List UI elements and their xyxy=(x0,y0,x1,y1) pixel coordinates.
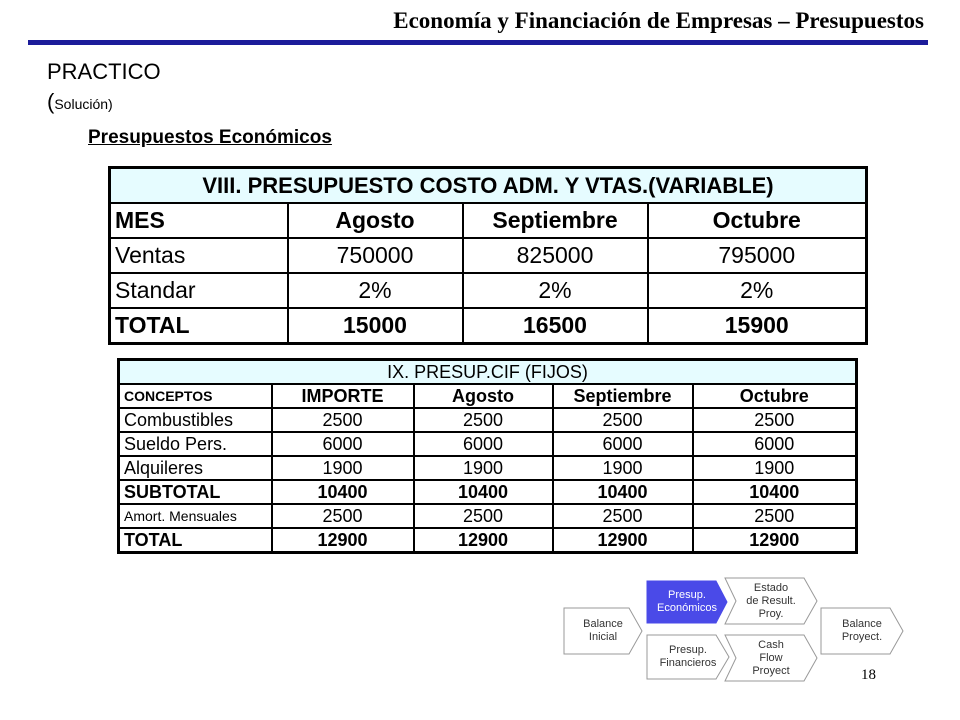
label-line: Inicial xyxy=(588,631,618,643)
table-title-row xyxy=(119,360,857,385)
table-title-row xyxy=(110,168,867,204)
table-cell: 15000 xyxy=(288,308,463,344)
table-row xyxy=(110,273,867,308)
flow-node-label xyxy=(660,644,717,670)
table-cell: 2500 xyxy=(553,408,693,432)
solucion-text: Solución) xyxy=(54,96,113,112)
label-line: Balance xyxy=(583,618,623,630)
label-line: Proyect xyxy=(752,664,790,677)
table-cell: 1900 xyxy=(693,456,857,480)
header-cell: Agosto xyxy=(288,203,463,238)
row-label: Ventas xyxy=(110,238,288,273)
flow-node-presup-economicos[interactable] xyxy=(646,580,728,624)
table-cell: 2500 xyxy=(272,504,414,528)
table-cell: 2500 xyxy=(272,408,414,432)
table-cell: 2500 xyxy=(414,504,553,528)
table-row xyxy=(119,432,857,456)
row-label: SUBTOTAL xyxy=(119,480,272,504)
table-cell: 6000 xyxy=(553,432,693,456)
flow-node-label xyxy=(842,618,882,644)
flow-node-label xyxy=(746,582,796,621)
table-cell: 16500 xyxy=(463,308,648,344)
flow-node-label xyxy=(583,618,623,644)
table-cell: 12900 xyxy=(693,528,857,553)
table-cell: 12900 xyxy=(553,528,693,553)
table-row xyxy=(119,408,857,432)
solucion-subtitle xyxy=(47,89,113,115)
table-header-row xyxy=(119,384,857,408)
label-line: Presup. xyxy=(668,589,706,601)
label-line: Cash xyxy=(758,638,784,651)
header-title: Economía y Financiación de Empresas – Presupuestos xyxy=(393,8,924,33)
table-presup-cif xyxy=(117,358,858,554)
table-cell: 2500 xyxy=(693,504,857,528)
table-cell: 750000 xyxy=(288,238,463,273)
label-line: Presup. xyxy=(669,644,707,656)
header-cell: CONCEPTOS xyxy=(119,384,272,408)
label-line: de Result. xyxy=(746,594,796,607)
table-cell: 1900 xyxy=(553,456,693,480)
row-label: TOTAL xyxy=(110,308,288,344)
header-cell: Septiembre xyxy=(553,384,693,408)
label-line: Balance xyxy=(842,618,882,630)
practico-title: PRACTICO xyxy=(47,59,161,84)
table-cell: 10400 xyxy=(414,480,553,504)
row-label: Combustibles xyxy=(119,408,272,432)
row-label: Sueldo Pers. xyxy=(119,432,272,456)
row-label: Amort. Mensuales xyxy=(119,504,272,528)
table-total-row xyxy=(110,308,867,344)
label-line: Proy. xyxy=(758,607,784,620)
table-row xyxy=(119,504,857,528)
flow-node-presup-financieros[interactable] xyxy=(646,634,730,680)
table-cell: 2% xyxy=(648,273,867,308)
table-row xyxy=(110,238,867,273)
table-cell: 1900 xyxy=(414,456,553,480)
table-costo-adm-vtas xyxy=(108,166,868,345)
table-cell: 15900 xyxy=(648,308,867,344)
flow-node-estado-result[interactable] xyxy=(724,577,818,625)
table-cell: 2% xyxy=(463,273,648,308)
table-header-row xyxy=(110,203,867,238)
header-cell: IMPORTE xyxy=(272,384,414,408)
table-cell: 6000 xyxy=(272,432,414,456)
header-cell: Agosto xyxy=(414,384,553,408)
table-subtotal-row xyxy=(119,480,857,504)
row-label: Alquileres xyxy=(119,456,272,480)
table-cell: 6000 xyxy=(414,432,553,456)
header-cell: Octubre xyxy=(693,384,857,408)
table-cell: 12900 xyxy=(414,528,553,553)
label-line: Financieros xyxy=(659,657,717,669)
flow-node-label xyxy=(657,589,717,615)
table-cell: 2% xyxy=(288,273,463,308)
header-rule xyxy=(28,40,928,45)
flow-node-balance-proyect[interactable] xyxy=(820,607,904,655)
label-line: Estado xyxy=(753,581,789,594)
table-cell: 1900 xyxy=(272,456,414,480)
flow-node-label xyxy=(752,639,789,678)
table-cell: 12900 xyxy=(272,528,414,553)
table-row xyxy=(119,456,857,480)
header-cell: MES xyxy=(110,203,288,238)
table-cell: 10400 xyxy=(693,480,857,504)
flow-node-balance-inicial[interactable] xyxy=(563,607,643,655)
page-number: 18 xyxy=(861,667,876,683)
section-subtitle: Presupuestos Económicos xyxy=(88,127,332,148)
row-label: Standar xyxy=(110,273,288,308)
label-line: Flow xyxy=(759,651,783,664)
table-cell: 10400 xyxy=(553,480,693,504)
table-cell: 6000 xyxy=(693,432,857,456)
table-cell: 2500 xyxy=(553,504,693,528)
table-title: IX. PRESUP.CIF (FIJOS) xyxy=(119,360,857,385)
row-label: TOTAL xyxy=(119,528,272,553)
table-cell: 10400 xyxy=(272,480,414,504)
table-title: VIII. PRESUPUESTO COSTO ADM. Y VTAS.(VARIABLE) xyxy=(110,168,867,204)
header-cell: Octubre xyxy=(648,203,867,238)
table-total-row xyxy=(119,528,857,553)
table-cell: 795000 xyxy=(648,238,867,273)
flow-node-cash-flow[interactable] xyxy=(724,634,818,682)
header-cell: Septiembre xyxy=(463,203,648,238)
table-cell: 825000 xyxy=(463,238,648,273)
table-cell: 2500 xyxy=(414,408,553,432)
table-cell: 2500 xyxy=(693,408,857,432)
solucion-open-paren: ( xyxy=(47,89,55,114)
label-line: Proyect. xyxy=(841,631,883,643)
label-line: Económicos xyxy=(657,602,717,614)
